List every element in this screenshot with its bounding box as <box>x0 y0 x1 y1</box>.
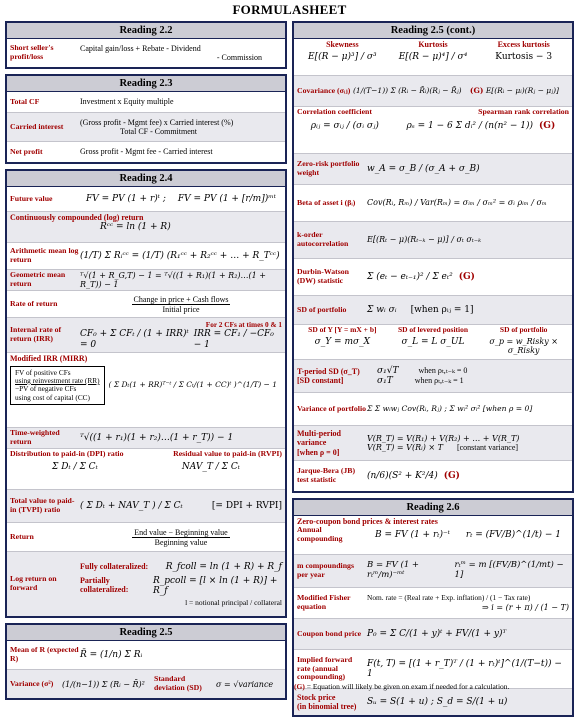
reading-2-5 <box>5 623 287 700</box>
left-column <box>5 21 287 705</box>
sd-y-formula: σ_Y = mσ_X <box>314 336 371 347</box>
mirr-label: Modified IRR (MIRR) <box>10 354 88 364</box>
dw-formula: Σ (eₜ − eₜ₋₁)² / Σ eₜ² <box>367 271 453 282</box>
mean-formula: R̄ = (1/n) Σ Rᵢ <box>80 650 143 661</box>
mean-label: Mean of R (expected R) <box>10 645 79 664</box>
kurtosis-formula: E[(R − μ)⁴] / σ⁴ <box>398 52 468 63</box>
reading-2-3 <box>5 74 287 164</box>
sd-label: Standard deviation (SD) <box>154 674 202 693</box>
reading-2-6-header: Reading 2.6 <box>294 500 572 516</box>
sd-formula: σ = √variance <box>216 679 274 689</box>
net-profit-label: Net profit <box>10 146 43 156</box>
rvpi-formula: NAV_T / Σ Cₜ <box>181 462 240 473</box>
fisher-alt: ⇒ i = (r + π) / (1 − T) <box>482 602 569 612</box>
sd-levered-formula: σ_L = L σ_UL <box>401 336 465 347</box>
dw-label: Durbin-Watson (DW) statistic <box>297 267 349 285</box>
sd-levered-label: SD of levered position <box>397 325 469 334</box>
notional-note: l = notional principal / collateral <box>185 597 282 607</box>
fisher-label: Modified Fisher equation <box>297 593 351 611</box>
reading-2-2-header: Reading 2.2 <box>7 23 285 39</box>
annual-compounding-label: Annual compounding <box>297 525 343 544</box>
sd-portfolio-label: SD of portfolio <box>297 304 347 314</box>
mirr-l4: using cost of capital (CC) <box>15 392 90 402</box>
sd-portfolio-formula: Σ wᵢ σᵢ <box>367 304 397 315</box>
excess-kurtosis-label: Excess kurtosis <box>497 40 550 49</box>
cc-label: Continuously compounded (log) return <box>10 213 144 222</box>
zero-risk-formula: w_A = σ_B / (σ_A + σ_B) <box>367 163 480 174</box>
future-value-formula-2: FV = PV (1 + [r/m])ᵐᵗ <box>177 193 276 204</box>
beta-formula: Cov(Rᵢ, Rₘ) / Var(Rₘ) = σᵢₘ / σₘ² = σᵢ ρᵢₘ / σₘ <box>367 198 547 208</box>
total-cf-label: Total CF <box>10 96 40 106</box>
rvpi-label: Residual value to paid-in (RVPI) <box>173 449 282 459</box>
zero-risk-label: Zero-risk portfolio weight <box>297 159 360 177</box>
cc-formula: Rᶜᶜ = ln (1 + R) <box>100 222 171 233</box>
tvpi-equiv: [= DPI + RVPI] <box>211 501 282 512</box>
footnote <box>294 682 509 691</box>
dw-g-mark: (G) <box>458 271 475 282</box>
mirr-formula: ( Σ Dₜ(1 + RR)ᵀ⁻ᵗ / Σ Cₜ/(1 + CC)ᵗ )^(1/T) − 1 <box>108 380 277 390</box>
ror-denominator: Initial price <box>162 304 200 314</box>
arith-mean-formula: (1/T) Σ Rᵢᶜᶜ = (1/T) (R₁ᶜᶜ + R₂ᶜᶜ + … + R_Tᶜᶜ) <box>80 250 280 261</box>
beta-label: Beta of asset i (βᵢ) <box>297 197 356 207</box>
stock-price-label: Stock price <box>297 692 336 702</box>
excess-kurtosis-formula: Kurtosis − 3 <box>495 52 553 63</box>
t-period-note-1: when ρₜ,ₜ₋ₖ = 0 <box>418 365 468 375</box>
tvpi-formula: ( Σ Dₜ + NAV_T ) / Σ Cₜ <box>80 501 183 512</box>
sd-y-label: SD of Y [Y = mX + b] <box>308 325 377 334</box>
carried-interest-formula-2: Total CF - Commitment <box>120 127 197 136</box>
ror-numerator: Change in price + Cash flows <box>133 294 229 304</box>
skewness-label: Skewness <box>326 40 359 49</box>
return-label: Return <box>10 531 34 541</box>
kurtosis-label: Kurtosis <box>418 40 448 49</box>
jb-label: Jarque-Bera (JB) test statistic <box>297 466 356 484</box>
correlation-formula: ρᵢⱼ = σᵢⱼ / (σᵢ σⱼ) <box>310 120 379 131</box>
t-period-sd-sub: [SD constant] <box>297 376 344 385</box>
geo-mean-formula: ᵀ√(1 + R_G,T) − 1 = ᵀ√((1 + R₁)(1 + R₂)…(1 + R_T)) − 1 <box>80 271 266 290</box>
implied-forward-formula: F(t, T) = [(1 + r_T)ᵀ / (1 + rₜ)ᵗ]^(1/(T−t)) − 1 <box>367 658 562 679</box>
variance-portfolio-alt: Σ wᵢ² σᵢ² [when ρ = 0] <box>449 403 533 413</box>
irr-note: For 2 CFs at times 0 & 1 <box>205 319 282 329</box>
multi-period-formula-1: V(R_T) = V(R₁) + V(R₂) + … + V(R_T) <box>367 433 520 443</box>
covariance-alt: E[(Rᵢ − μᵢ)(Rⱼ − μⱼ)] <box>485 85 559 95</box>
variance-portfolio-formula: Σ Σ wᵢwⱼ Cov(Rᵢ, Rⱼ) ; <box>367 403 447 413</box>
annual-formula-2: rₜ = (FV/B)^(1/t) − 1 <box>465 529 562 540</box>
footnote-text: = Equation will likely be given on exam if needed for a calculation. <box>306 682 510 691</box>
spearman-formula: ρₛ = 1 − 6 Σ dᵢ² / (n(n² − 1)) <box>406 120 534 131</box>
reading-2-5-cont <box>292 21 574 493</box>
return-numerator: End value − Beginning value <box>134 527 228 537</box>
jb-g-mark: (G) <box>443 470 460 481</box>
footnote-mark: (G) <box>294 682 305 691</box>
fisher-formula: Nom. rate = (Real rate + Exp. inflation) / (1 − Tax rate) <box>367 593 531 603</box>
sd-portfolio-note: [when ρᵢⱼ = 1] <box>410 304 474 315</box>
jb-formula: (n/6)(S² + K²/4) <box>367 470 438 481</box>
k-autocorr-formula: E[(Rₜ − μ)(Rₜ₋ₖ − μ)] / σₜ σₜ₋ₖ <box>367 235 482 245</box>
k-autocorr-label: k-order autocorrelation <box>297 230 349 248</box>
page-title: FORMULASHEET <box>232 2 347 17</box>
t-period-formula-2: σ₁T <box>377 376 393 386</box>
reading-2-4-header: Reading 2.4 <box>7 171 285 187</box>
spearman-g-mark: (G) <box>539 120 556 131</box>
covariance-g-mark: (G) <box>469 85 484 95</box>
twr-formula: ᵀ√((1 + r₁)(1 + r₂)…(1 + r_T)) − 1 <box>80 433 234 444</box>
variance-formula: (1/(n−1)) Σ (Rᵢ − R̄)² <box>62 679 145 689</box>
m-compounding-formula-1: B = FV (1 + rₜᵐ/m)⁻ᵐᵗ <box>367 560 420 580</box>
m-compounding-label: m compoundings per year <box>297 561 354 579</box>
skewness-formula: E[(R − μ)³] / σ³ <box>308 52 377 63</box>
future-value-formula-1: FV = PV (1 + r)ᵗ ; <box>86 193 166 204</box>
mirr-l1: FV of positive CFs <box>15 367 71 377</box>
correlation-label: Correlation coefficient <box>297 107 372 116</box>
reading-2-5-header: Reading 2.5 <box>7 625 285 641</box>
twr-label: Time-weighted return <box>10 428 60 447</box>
dpi-label: Distribution to paid-in (DPI) ratio <box>10 449 124 459</box>
covariance-label: Covariance (σᵢⱼ) <box>297 85 351 95</box>
variance-portfolio-label: Variance of portfolio <box>297 403 367 413</box>
short-seller-label: Short seller's profit/loss <box>10 43 54 61</box>
sd-portfolio2-formula: σ_p = w_Risky × σ_Risky <box>489 336 558 355</box>
zero-coupon-label: Zero-coupon bond prices & interest rates <box>297 517 438 526</box>
net-profit-formula: Gross profit - Mgmt fee - Carried interest <box>80 147 213 157</box>
reading-2-3-header: Reading 2.3 <box>7 76 285 92</box>
short-seller-line1: Capital gain/loss + Rebate - Dividend <box>80 43 201 53</box>
sd-portfolio2-label: SD of portfolio <box>499 325 548 334</box>
partially-collat-label: Partially collateralized: <box>80 575 129 595</box>
log-return-forward-label: Log return on forward <box>10 574 57 593</box>
stock-price-formula: Sᵤ = S(1 + u) ; S_d = S/(1 + u) <box>367 696 508 707</box>
coupon-bond-formula: P₀ = Σ C/(1 + y)ᵗ + FV/(1 + y)ᵀ <box>367 628 507 639</box>
coupon-bond-label: Coupon bond price <box>297 628 362 638</box>
dpi-formula: Σ Dₜ / Σ Cₜ <box>52 462 98 473</box>
t-period-formula-1: σ₁√T <box>377 365 399 376</box>
right-column <box>292 21 574 722</box>
t-period-note-2: when ρₜ,ₜ₋ₖ = 1 <box>414 376 464 385</box>
tvpi-label: Total value to paid-in (TVPI) ratio <box>10 496 75 515</box>
reading-2-5-cont-header: Reading 2.5 (cont.) <box>294 23 572 39</box>
multi-period-variance-sub: [when ρ = 0] <box>297 447 340 457</box>
total-cf-formula: Investment x Equity multiple <box>80 97 174 107</box>
reading-2-2 <box>5 21 287 69</box>
covariance-formula: (1/(T−1)) Σ (Rᵢ − R̄ᵢ)(Rⱼ − R̄ⱼ) <box>353 85 462 95</box>
implied-forward-label: Implied forward rate (annual compounding) <box>297 654 353 682</box>
spearman-label: Spearman rank correlation <box>478 107 569 116</box>
carried-interest-formula-1: (Gross profit - Mgmt fee) x Carried interest (%) <box>80 117 234 127</box>
short-seller-line2: - Commission <box>216 53 262 62</box>
geo-mean-label: Geometric mean return <box>10 270 66 289</box>
multi-period-variance-label: Multi-period variance <box>297 429 341 448</box>
mirr-left-box <box>10 366 105 406</box>
arith-mean-label: Arithmetic mean log return <box>10 246 79 264</box>
annual-formula-1: B = FV (1 + rₜ)⁻ᵗ <box>374 529 450 540</box>
variance-label: Variance (σ²) <box>10 678 54 688</box>
multi-period-note: [constant variance] <box>456 443 519 452</box>
multi-period-formula-2: V(R_T) = V(Rᵢ) × T <box>367 443 443 452</box>
irr-formula-1: CF₀ + Σ CFₜ / (1 + IRR)ᵗ = 0 <box>80 329 189 350</box>
partially-collat-formula: R_pcoll = [l × ln (1 + R)] + R_f <box>152 575 278 597</box>
mirr-l2: using reinvestment rate (RR) <box>15 375 100 385</box>
t-period-sd-label: T-period SD (σ_T) <box>297 366 360 376</box>
irr-label: Internal rate of return (IRR) <box>10 325 62 344</box>
carried-interest-label: Carried interest <box>10 121 64 131</box>
return-denominator: Beginning value <box>154 537 208 547</box>
fully-collat-formula: R_fcoll = ln (1 + R) + R_f <box>165 561 282 572</box>
reading-2-4 <box>5 169 287 618</box>
irr-formula-2: IRR = CF₁ / −CF₀ − 1 <box>193 329 274 350</box>
stock-price-sub: (in binomial tree) <box>297 702 357 711</box>
m-compounding-formula-2: rₜᵐ = m [(FV/B)^(1/mt) − 1] <box>454 560 564 580</box>
rate-of-return-label: Rate of return <box>10 298 58 308</box>
mirr-l3: −PV of negative CFs <box>15 384 77 394</box>
future-value-label: Future value <box>10 193 53 203</box>
fully-collat-label: Fully collateralized: <box>80 561 149 571</box>
